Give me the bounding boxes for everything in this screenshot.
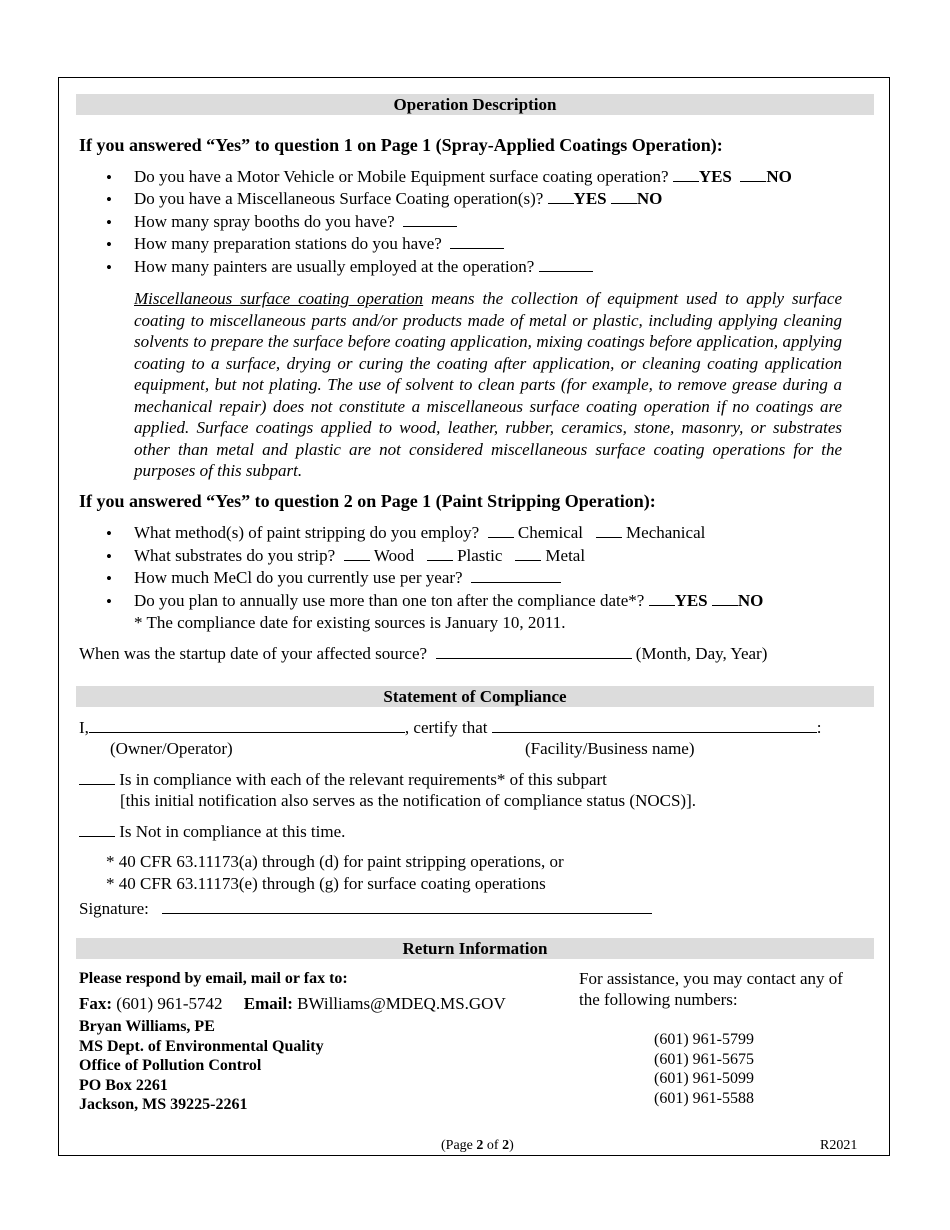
metal-label: Metal	[545, 546, 586, 565]
q2-header: If you answered “Yes” to question 2 on Page 1 (Paint Stripping Operation):	[79, 491, 656, 511]
cfr-surface-coating: * 40 CFR 63.11173(e) through (g) for surface coating operations	[106, 874, 546, 893]
return-information-header: Return Information	[76, 938, 874, 959]
bullet: •	[106, 258, 112, 277]
definition-term: Miscellaneous surface coating operation	[134, 289, 424, 308]
metal-blank[interactable]	[515, 546, 541, 561]
certify-text: , certify that	[404, 718, 488, 737]
phone-number: (601) 961-5675	[654, 1050, 754, 1068]
plastic-blank[interactable]	[427, 546, 453, 561]
question-text: What substrates do you strip?	[134, 546, 336, 565]
phone-number: (601) 961-5588	[654, 1089, 754, 1107]
nocs-note: [this initial notification also serves as the notification of compliance status (NOCS)].	[120, 791, 696, 810]
no-label: NO	[766, 167, 792, 186]
mechanical-label: Mechanical	[626, 523, 706, 542]
signature-field[interactable]	[162, 899, 652, 914]
respond-instruction: Please respond by email, mail or fax to:	[79, 970, 348, 987]
facility-name-field[interactable]	[492, 718, 817, 733]
statement-of-compliance-header: Statement of Compliance	[76, 686, 874, 707]
no-blank[interactable]	[740, 167, 766, 182]
address-line: MS Dept. of Environmental Quality	[79, 1037, 324, 1055]
yes-label: YES	[698, 167, 732, 186]
question-text: How many preparation stations do you have?	[134, 234, 442, 253]
question-text: How much MeCl do you currently use per year?	[134, 568, 463, 587]
answer-blank[interactable]	[471, 568, 561, 583]
bullet: •	[106, 190, 112, 209]
no-blank[interactable]	[611, 189, 637, 204]
cfr-paint-stripping: * 40 CFR 63.11173(a) through (d) for paint stripping operations, or	[106, 852, 564, 871]
phone-number: (601) 961-5799	[654, 1031, 754, 1048]
q1-item-painters	[134, 257, 593, 277]
in-compliance-blank[interactable]	[79, 770, 115, 785]
facility-name-label: (Facility/Business name)	[525, 739, 695, 758]
bullet: •	[106, 592, 112, 611]
yes-label: YES	[573, 189, 607, 208]
signature-label: Signature:	[79, 899, 149, 918]
certify-colon: :	[816, 718, 822, 737]
page-suffix: )	[509, 1138, 514, 1153]
in-compliance-text: Is in compliance with each of the relevant requirements* of this subpart	[119, 770, 607, 789]
question-text: Do you have a Motor Vehicle or Mobile Equipment surface coating operation?	[134, 167, 673, 186]
answer-blank[interactable]	[403, 212, 457, 227]
page-of: of	[483, 1138, 503, 1153]
question-text: How many painters are usually employed at the operation?	[134, 257, 535, 276]
answer-blank[interactable]	[450, 234, 504, 249]
no-label: NO	[737, 591, 764, 610]
bullet: •	[106, 213, 112, 232]
startup-date-blank[interactable]	[436, 644, 632, 659]
wood-blank[interactable]	[344, 546, 370, 561]
yes-blank[interactable]	[673, 167, 699, 182]
bullet: •	[106, 168, 112, 187]
question-text: How many spray booths do you have?	[134, 212, 395, 231]
certify-i: I,	[79, 718, 89, 737]
question-text: Do you plan to annually use more than one ton after the compliance date*?	[134, 591, 649, 610]
assistance-line-1: For assistance, you may contact any of	[579, 969, 843, 988]
not-in-compliance-blank[interactable]	[79, 822, 115, 837]
not-in-compliance-row	[79, 822, 345, 842]
email-label: Email:	[243, 994, 293, 1013]
page-prefix: (Page	[441, 1138, 477, 1153]
q1-item-misc-surface	[134, 189, 662, 209]
not-in-compliance-text: Is Not in compliance at this time.	[119, 822, 346, 841]
address-line: Office of Pollution Control	[79, 1057, 262, 1074]
q2-item-method	[134, 523, 705, 543]
q1-item-prep-stations	[134, 234, 504, 254]
address-line: PO Box 2261	[79, 1076, 168, 1094]
mechanical-blank[interactable]	[596, 523, 622, 538]
fax-label: Fax:	[79, 994, 113, 1013]
q1-item-spray-booths	[134, 212, 457, 232]
bullet: •	[106, 569, 112, 588]
owner-operator-field[interactable]	[89, 718, 405, 733]
address-line: Bryan Williams, PE	[79, 1018, 215, 1035]
current-page: 2	[476, 1138, 484, 1153]
phone-number: (601) 961-5099	[654, 1070, 754, 1087]
address-line: Jackson, MS 39225-2261	[79, 1096, 248, 1113]
definition-paragraph	[134, 288, 842, 482]
startup-question: When was the startup date of your affected source?	[79, 644, 428, 663]
definition-body: means the collection of equipment used to apply surface coating to miscellaneous parts and/or products made of metal or plastic, including applying cleaning solvents to prepare the surface before coating application, mixing coatings before application, applying coating to a surface, drying or curing the coating after application, or cleaning coating application equipment, but not plating. The use of solvent to clean parts (for example, to remove grease during a mechanical repair) does not constitute a miscellaneous surface coating operation if no coatings are applied. Surface coatings applied to wood, leather, rubber, ceramics, stone, masonry, or substrates other than metal and plastic are not considered miscellaneous surface coating operations for the purposes of this subpart.	[134, 289, 842, 480]
startup-date-row	[79, 644, 767, 664]
yes-blank[interactable]	[649, 591, 675, 606]
compliance-date-note: * The compliance date for existing sources is January 10, 2011.	[134, 613, 566, 632]
owner-operator-label: (Owner/Operator)	[110, 739, 233, 758]
page-number	[441, 1138, 514, 1154]
bullet: •	[106, 235, 112, 254]
certify-row	[79, 718, 822, 738]
yes-blank[interactable]	[548, 189, 574, 204]
in-compliance-row	[79, 770, 607, 790]
no-blank[interactable]	[712, 591, 738, 606]
plastic-label: Plastic	[457, 546, 503, 565]
assistance-phone-list	[654, 1030, 754, 1108]
startup-date-format: (Month, Day, Year)	[635, 644, 768, 663]
revision-code: R2021	[820, 1138, 858, 1153]
q1-header: If you answered “Yes” to question 1 on Page 1 (Spray-Applied Coatings Operation):	[79, 135, 723, 155]
question-text: What method(s) of paint stripping do you employ?	[134, 523, 480, 542]
question-text: Do you have a Miscellaneous Surface Coating operation(s)?	[134, 189, 548, 208]
fax-number: (601) 961-5742	[112, 994, 223, 1013]
assistance-line-2: the following numbers:	[579, 990, 738, 1009]
q2-item-substrates	[134, 546, 585, 566]
wood-label: Wood	[373, 546, 415, 565]
q1-item-motor-vehicle	[134, 167, 792, 187]
fax-email-row	[79, 994, 506, 1014]
mailing-address	[79, 1017, 324, 1115]
yes-label: YES	[674, 591, 708, 610]
email-address[interactable]: BWilliams@MDEQ.MS.GOV	[292, 994, 506, 1013]
total-pages: 2	[502, 1138, 510, 1153]
bullet: •	[106, 524, 112, 543]
chemical-label: Chemical	[517, 523, 584, 542]
answer-blank[interactable]	[539, 257, 593, 272]
signature-row	[79, 899, 652, 919]
operation-description-header: Operation Description	[76, 94, 874, 115]
q2-item-one-ton	[134, 591, 763, 611]
chemical-blank[interactable]	[488, 523, 514, 538]
q2-item-mecl	[134, 568, 561, 588]
bullet: •	[106, 547, 112, 566]
no-label: NO	[636, 189, 663, 208]
